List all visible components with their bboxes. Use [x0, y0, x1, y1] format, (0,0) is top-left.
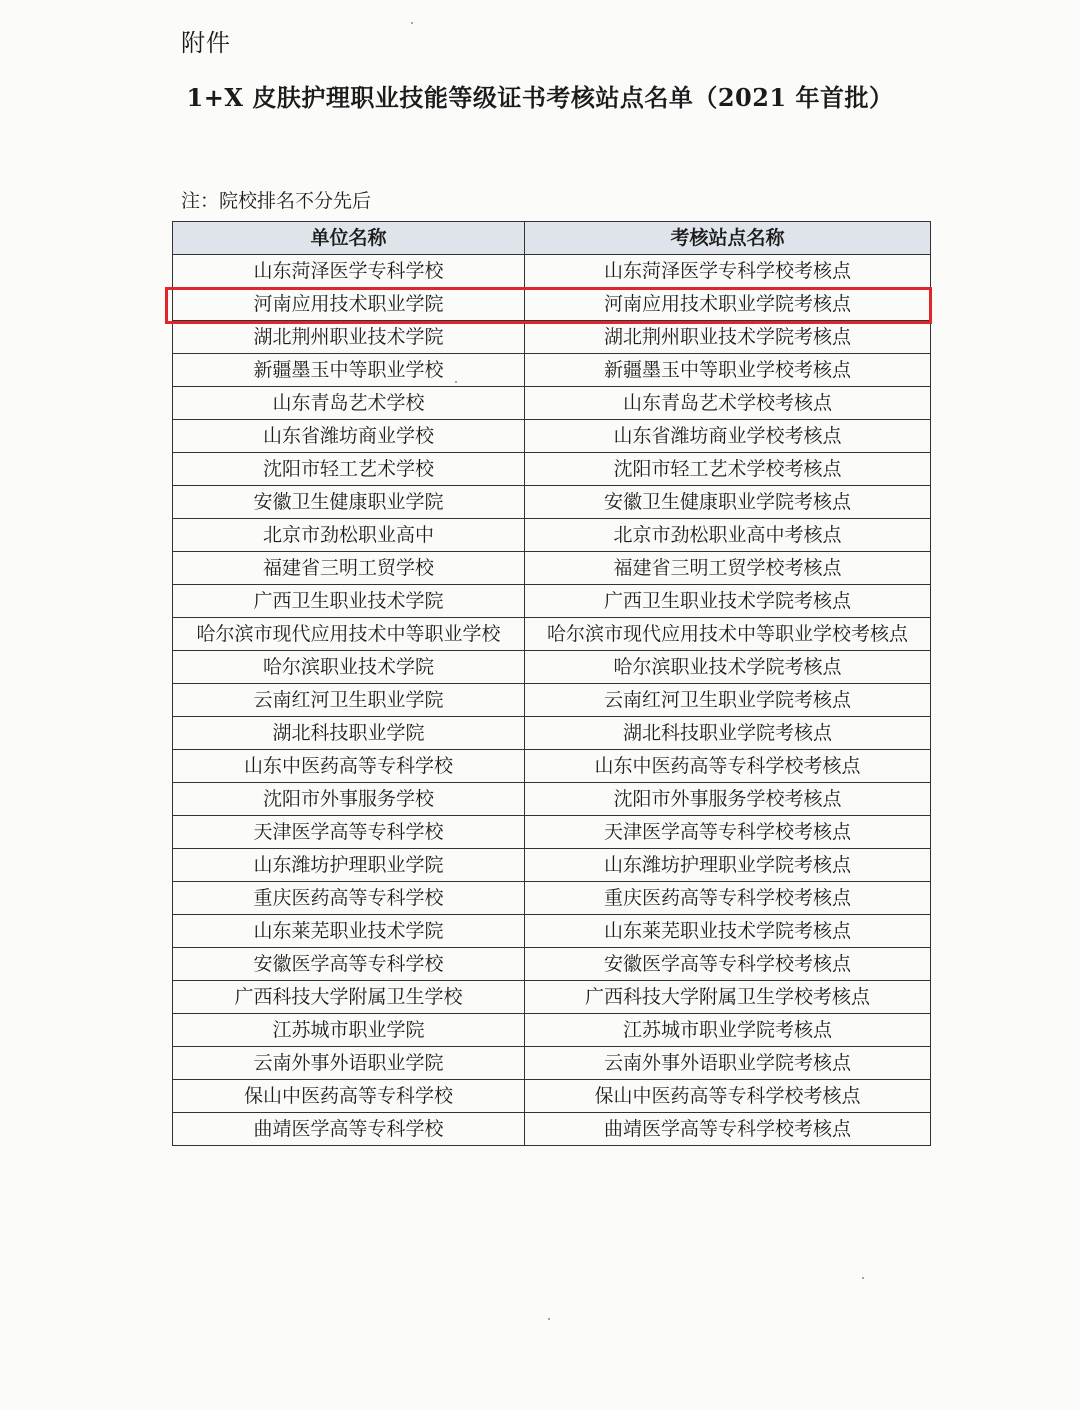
- table-header-row: [173, 222, 931, 255]
- cell-unit-name: 福建省三明工贸学校: [173, 552, 525, 585]
- cell-station-name: 湖北科技职业学院考核点: [525, 717, 931, 750]
- table-row: [173, 882, 931, 915]
- cell-unit-name: 安徽医学高等专科学校: [173, 948, 525, 981]
- cell-unit-name: 天津医学高等专科学校: [173, 816, 525, 849]
- cell-station-name: 沈阳市外事服务学校考核点: [525, 783, 931, 816]
- cell-station-name: 安徽医学高等专科学校考核点: [525, 948, 931, 981]
- cell-unit-name: 湖北荆州职业技术学院: [173, 321, 525, 354]
- cell-station-name: 山东中医药高等专科学校考核点: [525, 750, 931, 783]
- station-table: [172, 221, 931, 1146]
- table-row: [173, 816, 931, 849]
- cell-unit-name: 山东潍坊护理职业学院: [173, 849, 525, 882]
- table-row: [173, 387, 931, 420]
- cell-unit-name: 河南应用技术职业学院: [173, 288, 525, 321]
- table-row: [173, 849, 931, 882]
- cell-station-name: 天津医学高等专科学校考核点: [525, 816, 931, 849]
- cell-unit-name: 沈阳市轻工艺术学校: [173, 453, 525, 486]
- cell-station-name: 北京市劲松职业高中考核点: [525, 519, 931, 552]
- cell-station-name: 山东莱芜职业技术学院考核点: [525, 915, 931, 948]
- cell-station-name: 哈尔滨市现代应用技术中等职业学校考核点: [525, 618, 931, 651]
- table-body: [173, 255, 931, 1146]
- cell-station-name: 广西卫生职业技术学院考核点: [525, 585, 931, 618]
- cell-unit-name: 沈阳市外事服务学校: [173, 783, 525, 816]
- attachment-label: 附件: [181, 29, 231, 57]
- table-row: [173, 1047, 931, 1080]
- table-row: [173, 321, 931, 354]
- cell-unit-name: 曲靖医学高等专科学校: [173, 1113, 525, 1146]
- table-row: [173, 486, 931, 519]
- table-row: [173, 948, 931, 981]
- cell-station-name: 云南红河卫生职业学院考核点: [525, 684, 931, 717]
- cell-station-name: 福建省三明工贸学校考核点: [525, 552, 931, 585]
- table-row: [173, 585, 931, 618]
- document-title: 1+X 皮肤护理职业技能等级证书考核站点名单（2021 年首批）: [186, 83, 894, 112]
- cell-unit-name: 保山中医药高等专科学校: [173, 1080, 525, 1113]
- cell-unit-name: 山东青岛艺术学校: [173, 387, 525, 420]
- table-row: [173, 684, 931, 717]
- cell-unit-name: 北京市劲松职业高中: [173, 519, 525, 552]
- cell-station-name: 山东潍坊护理职业学院考核点: [525, 849, 931, 882]
- ranking-note: 注：院校排名不分先后: [181, 190, 372, 212]
- cell-unit-name: 哈尔滨职业技术学院: [173, 651, 525, 684]
- cell-station-name: 哈尔滨职业技术学院考核点: [525, 651, 931, 684]
- cell-station-name: 广西科技大学附属卫生学校考核点: [525, 981, 931, 1014]
- cell-unit-name: 广西卫生职业技术学院: [173, 585, 525, 618]
- cell-station-name: 山东省潍坊商业学校考核点: [525, 420, 931, 453]
- scan-speck: [862, 1277, 864, 1279]
- station-table-container: [172, 221, 930, 1146]
- cell-station-name: 保山中医药高等专科学校考核点: [525, 1080, 931, 1113]
- cell-unit-name: 广西科技大学附属卫生学校: [173, 981, 525, 1014]
- cell-unit-name: 山东省潍坊商业学校: [173, 420, 525, 453]
- table-row: [173, 1080, 931, 1113]
- cell-unit-name: 安徽卫生健康职业学院: [173, 486, 525, 519]
- table-row: [173, 420, 931, 453]
- cell-station-name: 沈阳市轻工艺术学校考核点: [525, 453, 931, 486]
- cell-station-name: 湖北荆州职业技术学院考核点: [525, 321, 931, 354]
- table-row: [173, 783, 931, 816]
- cell-station-name: 河南应用技术职业学院考核点: [525, 288, 931, 321]
- table-row: [173, 288, 931, 321]
- column-header-station-name: 考核站点名称: [525, 222, 931, 255]
- cell-unit-name: 山东莱芜职业技术学院: [173, 915, 525, 948]
- table-row: [173, 519, 931, 552]
- table-row: [173, 453, 931, 486]
- cell-unit-name: 云南外事外语职业学院: [173, 1047, 525, 1080]
- table-row: [173, 354, 931, 387]
- table-row: [173, 552, 931, 585]
- cell-station-name: 云南外事外语职业学院考核点: [525, 1047, 931, 1080]
- table-row: [173, 1113, 931, 1146]
- table-row: [173, 618, 931, 651]
- table-row: [173, 981, 931, 1014]
- cell-unit-name: 湖北科技职业学院: [173, 717, 525, 750]
- scan-speck: [411, 22, 413, 24]
- cell-unit-name: 哈尔滨市现代应用技术中等职业学校: [173, 618, 525, 651]
- cell-unit-name: 重庆医药高等专科学校: [173, 882, 525, 915]
- cell-station-name: 曲靖医学高等专科学校考核点: [525, 1113, 931, 1146]
- cell-station-name: 安徽卫生健康职业学院考核点: [525, 486, 931, 519]
- table-row: [173, 750, 931, 783]
- table-row: [173, 1014, 931, 1047]
- cell-unit-name: 江苏城市职业学院: [173, 1014, 525, 1047]
- cell-station-name: 重庆医药高等专科学校考核点: [525, 882, 931, 915]
- column-header-unit-name: 单位名称: [173, 222, 525, 255]
- cell-station-name: 新疆墨玉中等职业学校考核点: [525, 354, 931, 387]
- cell-unit-name: 山东菏泽医学专科学校: [173, 255, 525, 288]
- table-row: [173, 651, 931, 684]
- cell-unit-name: 新疆墨玉中等职业学校: [173, 354, 525, 387]
- table-row: [173, 717, 931, 750]
- scan-speck: [548, 1318, 550, 1320]
- cell-station-name: 山东菏泽医学专科学校考核点: [525, 255, 931, 288]
- table-row: [173, 255, 931, 288]
- table-row: [173, 915, 931, 948]
- cell-unit-name: 山东中医药高等专科学校: [173, 750, 525, 783]
- cell-station-name: 山东青岛艺术学校考核点: [525, 387, 931, 420]
- scan-speck: [455, 381, 457, 383]
- cell-station-name: 江苏城市职业学院考核点: [525, 1014, 931, 1047]
- cell-unit-name: 云南红河卫生职业学院: [173, 684, 525, 717]
